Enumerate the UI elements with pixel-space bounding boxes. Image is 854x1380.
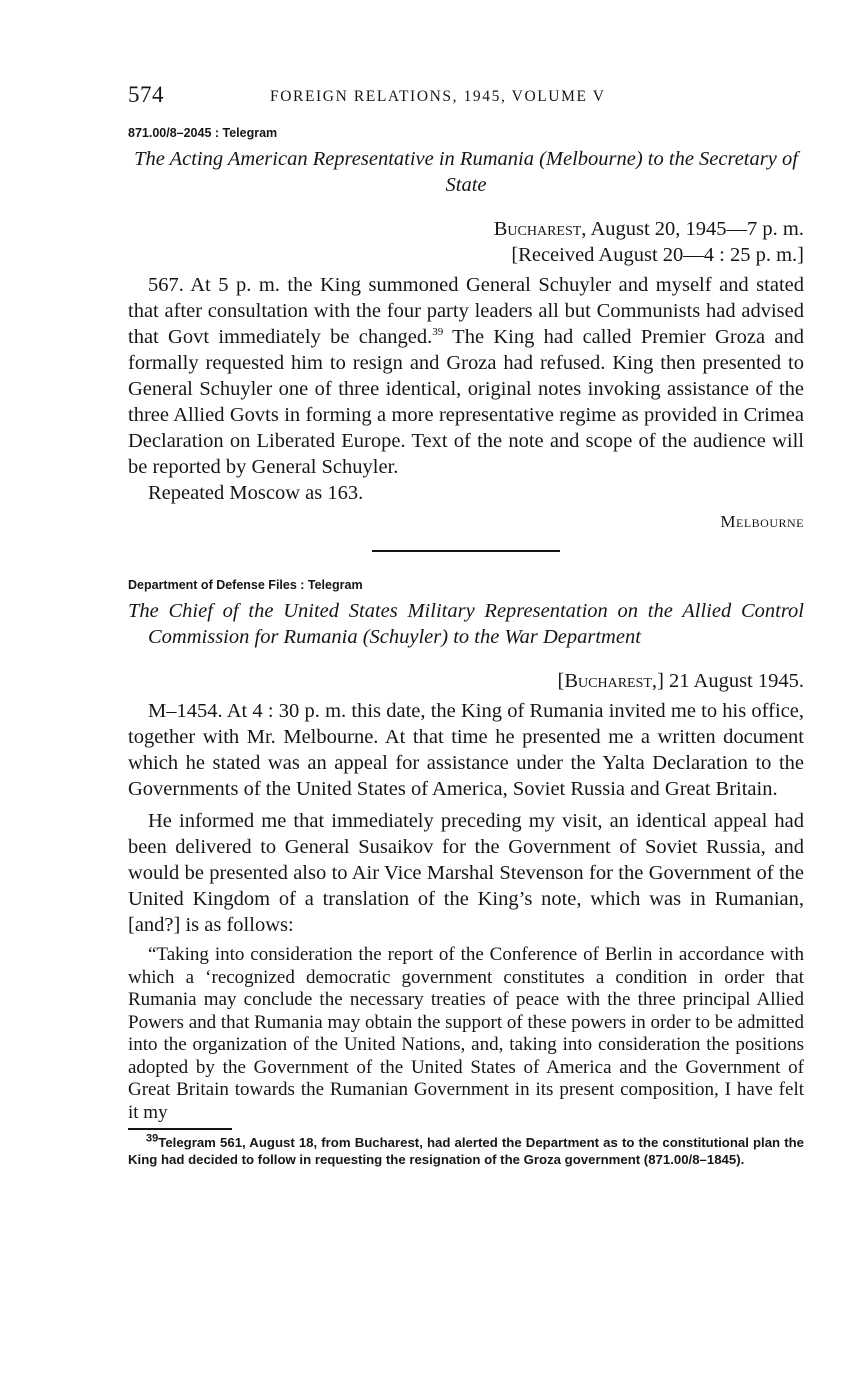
page-number: 574: [128, 82, 164, 107]
dateline-place-2: Bucharest,: [564, 670, 658, 692]
footnote-reference: 39: [432, 326, 444, 339]
footnote-marker: 39: [146, 1132, 159, 1145]
running-head: [128, 82, 804, 114]
footnote-text: Telegram 561, August 18, from Bucharest, had alerted the Department as to the constitutional plan the King had decided to follow in requesting the resignation of the Groza government (871.00/8–1845).: [128, 1135, 804, 1167]
dateline-date-1: August 20, 1945—7 p. m.: [590, 218, 804, 240]
dateline-place-1: Bucharest,: [493, 218, 587, 240]
telegram-heading-1: The Acting American Representative in Rumania (Melbourne) to the Secretary of State: [134, 148, 798, 196]
repeated-line: Repeated Moscow as 163.: [148, 482, 364, 504]
telegram-heading-2: The Chief of the United States Military Representation on the Allied Control Commission for Rumania (Schuyler) to the War Department: [128, 600, 804, 648]
signature: Melbourne: [720, 512, 804, 531]
footnote: [128, 1134, 804, 1168]
file-reference-2: Department of Defense Files : Telegram: [128, 578, 363, 592]
telegram-body-2-para-1: M–1454. At 4 : 30 p. m. this date, the King of Rumania invited me to his office, together with Mr. Melbourne. At that time he presented me a written document which he stated was an appeal for assistance under the Yalta Declaration to the Governments of the United States of America, Soviet Russia and Great Britain.: [128, 700, 804, 800]
file-reference-1: 871.00/8–2045 : Telegram: [128, 126, 278, 140]
body-text-a: 567. At 5 p. m. the King summoned General Schuyler and myself and stated that after consultation with the four party leaders all but Communists had advised that Govt immediately be changed.: [128, 274, 804, 348]
telegram-body-2-para-2: He informed me that immediately preceding my visit, an identical appeal had been delivered to General Susaikov for the Government of Soviet Russia, and would be presented also to Air Vice Marshal Stevenson for the Government of the United Kingdom of a translation of the King’s note, which was in Rumanian, [and?] is as follows:: [128, 810, 804, 936]
running-title: FOREIGN RELATIONS, 1945, VOLUME V: [270, 88, 606, 105]
telegram-body-1: [128, 272, 804, 480]
footnote-rule: [128, 1128, 232, 1130]
body-text-b: The King had called Premier Groza and formally requested him to resign and Groza had refused. King then presented to General Schuyler one of three identical, original notes invoking assistance of the three Allied Govts in forming a more representative regime as provided in Crimea Declaration on Liberated Europe. Text of the note and scope of the audience will be reported by General Schuyler.: [128, 326, 805, 478]
dateline-date-2: ] 21 August 1945.: [657, 670, 804, 692]
dateline-2: [128, 668, 804, 694]
received-line: [Received August 20—4 : 25 p. m.]: [511, 244, 804, 266]
section-divider: [372, 550, 560, 552]
dateline-1: [128, 216, 804, 242]
quoted-royal-note: “Taking into consideration the report of the Conference of Berlin in accordance with which a ‘recognized democratic government constitutes a condition in order that Rumania may conclude the necessary treaties of peace with the three principal Allied Powers and that Rumania may obtain the support of these powers in order to be admitted into the organization of the United Nations, and, taking into consideration the positions adopted by the Government of the United States of America and the Government of Great Britain towards the Rumanian Government in its present composition, I have felt it my: [128, 944, 804, 1123]
document-page: [128, 82, 804, 1168]
dateline-bracket: [: [557, 670, 565, 692]
